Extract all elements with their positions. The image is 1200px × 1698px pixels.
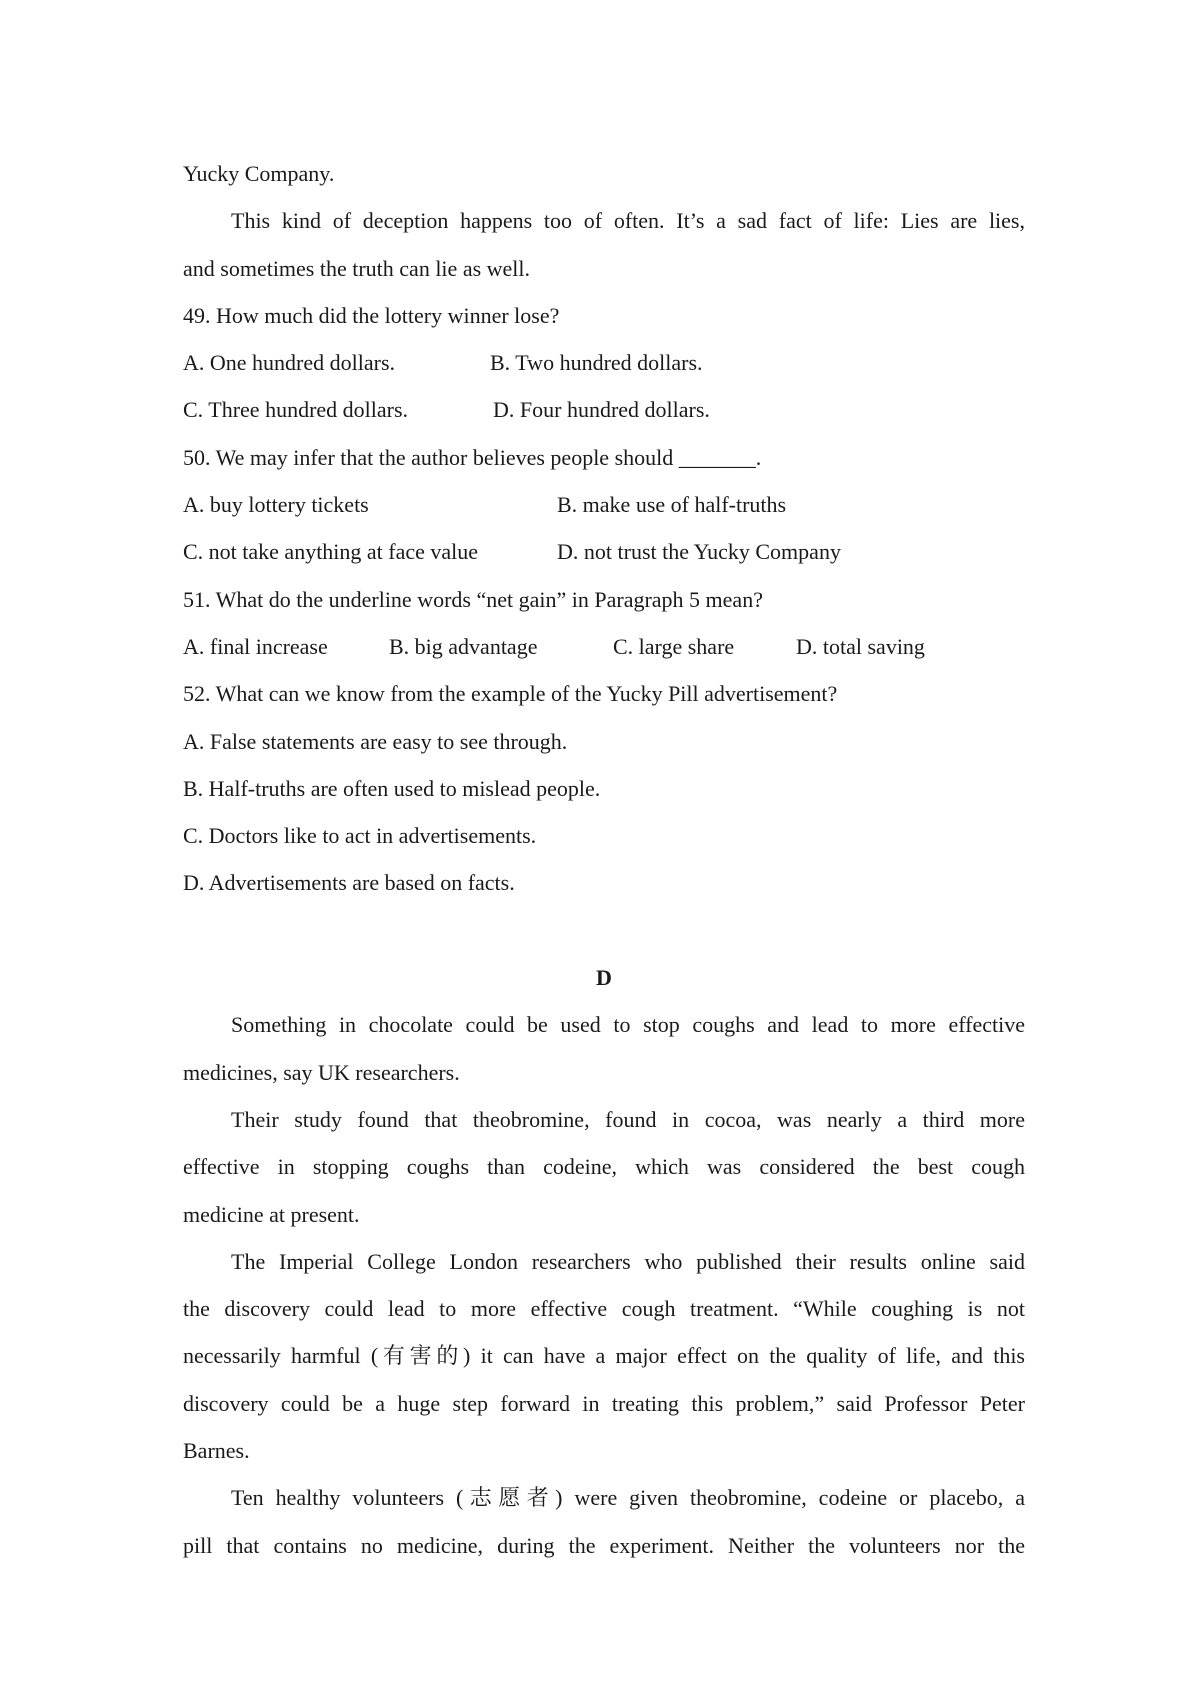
option-52-d: D. Advertisements are based on facts. xyxy=(183,870,515,896)
question-51-options xyxy=(183,623,1025,670)
option-51-d: D. total saving xyxy=(796,633,925,659)
paragraph-1-line-2: medicines, say UK researchers. xyxy=(183,1059,460,1085)
paragraph-3-line-1: The Imperial College London researchers who published their results online said xyxy=(231,1248,1025,1274)
paragraph-4-line-1: Ten healthy volunteers (志愿者) were given theobromine, codeine or placebo, a xyxy=(231,1485,1025,1511)
passage-continuation: Yucky Company. xyxy=(183,161,335,186)
option-52-c: C. Doctors like to act in advertisements. xyxy=(183,823,537,849)
paragraph-3-line-5: Barnes. xyxy=(183,1438,250,1464)
option-49-b: B. Two hundred dollars. xyxy=(490,350,703,376)
paragraph-3-line-4: discovery could be a huge step forward in treating this problem,” said Professor Peter xyxy=(183,1390,1025,1416)
option-49-a: A. One hundred dollars. xyxy=(183,350,396,376)
paragraph-4-line-2: pill that contains no medicine, during the experiment. Neither the volunteers nor the xyxy=(183,1532,1025,1558)
option-50-b: B. make use of half-truths xyxy=(557,492,787,518)
option-50-a: A. buy lottery tickets xyxy=(183,492,369,518)
option-49-c: C. Three hundred dollars. xyxy=(183,397,409,423)
option-52-a: A. False statements are easy to see through. xyxy=(183,728,568,754)
option-52-b: B. Half-truths are often used to mislead people. xyxy=(183,775,601,801)
paragraph-2-line-2: effective in stopping coughs than codeine, which was considered the best cough xyxy=(183,1154,1025,1180)
option-50-c: C. not take anything at face value xyxy=(183,539,479,565)
question-50-options-row-1 xyxy=(183,481,1025,528)
option-49-d: D. Four hundred dollars. xyxy=(493,397,710,423)
conclusion-line-1: This kind of deception happens too of often. It’s a sad fact of life: Lies are lies, xyxy=(231,208,1025,234)
paragraph-3-line-3: necessarily harmful (有害的) it can have a major effect on the quality of life, and this xyxy=(183,1343,1025,1369)
question-50-options-row-2 xyxy=(183,528,1025,575)
question-49-stem: 49. How much did the lottery winner lose? xyxy=(183,302,560,328)
paragraph-2-line-3: medicine at present. xyxy=(183,1201,360,1227)
question-52-stem: 52. What can we know from the example of the Yucky Pill advertisement? xyxy=(183,681,838,707)
paragraph-3-line-2: the discovery could lead to more effective cough treatment. “While coughing is not xyxy=(183,1296,1025,1322)
option-51-b: B. big advantage xyxy=(389,633,538,659)
paragraph-2-line-1: Their study found that theobromine, found in cocoa, was nearly a third more xyxy=(231,1106,1025,1132)
question-49-options-row-1 xyxy=(183,339,1025,386)
conclusion-line-2: and sometimes the truth can lie as well. xyxy=(183,255,531,281)
section-gap xyxy=(183,907,1025,954)
paragraph-1-line-1: Something in chocolate could be used to stop coughs and lead to more effective xyxy=(231,1012,1025,1038)
section-heading: D xyxy=(596,965,612,991)
option-51-c: C. large share xyxy=(613,633,735,659)
question-51-stem: 51. What do the underline words “net gain” in Paragraph 5 mean? xyxy=(183,586,763,612)
document-page xyxy=(183,150,1025,1569)
question-50-stem: 50. We may infer that the author believes people should _______. xyxy=(183,444,762,470)
option-51-a: A. final increase xyxy=(183,633,328,659)
question-49-options-row-2 xyxy=(183,386,1025,433)
option-50-d: D. not trust the Yucky Company xyxy=(557,539,841,565)
